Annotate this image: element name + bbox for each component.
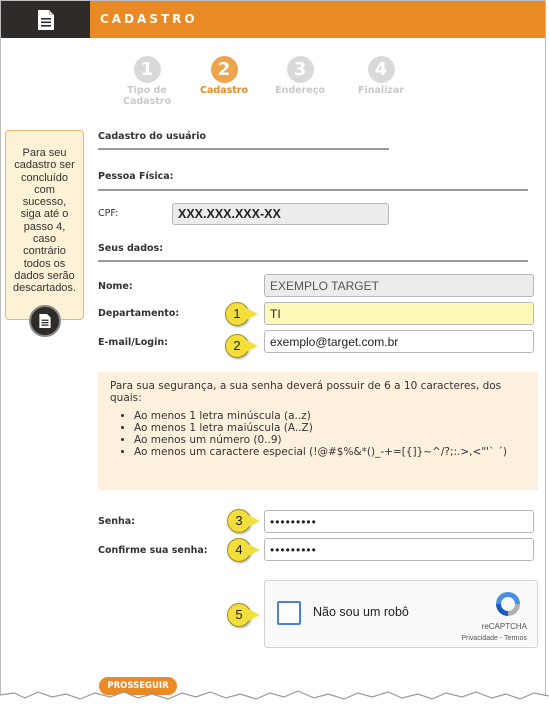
- recaptcha-brand: reCAPTCHA: [481, 622, 527, 631]
- sidebar-document-badge: [29, 305, 61, 337]
- callout-badge-1: 1: [225, 302, 249, 326]
- cpf-field: XXX.XXX.XXX-XX: [172, 203, 389, 225]
- divider: [98, 148, 389, 150]
- step-label: Cadastro: [199, 85, 248, 96]
- step-number: 2: [211, 56, 238, 83]
- recaptcha-logo-icon: [493, 589, 523, 619]
- confirm-password-label: Confirme sua senha:: [98, 545, 208, 556]
- callout-badge-4: 4: [227, 538, 251, 562]
- callout-badge-2: 2: [225, 334, 249, 358]
- requirement-item: • Ao menos 1 letra minúscula (a..z): [134, 410, 526, 422]
- progress-steps: [1, 56, 546, 116]
- recaptcha-label: Não sou um robô: [313, 605, 409, 619]
- name-field: EXEMPLO TARGET: [264, 274, 534, 297]
- section-title-your-data: Seus dados:: [98, 243, 164, 254]
- info-sidebar: [5, 130, 84, 320]
- torn-edge: [0, 685, 549, 725]
- password-label: Senha:: [98, 516, 136, 527]
- step-3: [255, 56, 345, 96]
- step-number: 3: [287, 56, 314, 83]
- password-field[interactable]: •••••••••: [264, 510, 534, 533]
- section-title-user: Cadastro do usuário: [98, 131, 207, 142]
- proceed-button[interactable]: PROSSEGUIR: [99, 677, 177, 695]
- requirement-item: • Ao menos 1 letra maiúscula (A..Z): [134, 422, 526, 434]
- document-icon: [36, 9, 56, 31]
- sidebar-text: Para seu cadastro ser concluído com sucesso, siga até o passo 4, caso contrário todos os dados serão descartados.: [13, 147, 76, 295]
- divider: [98, 189, 528, 191]
- email-field[interactable]: exemplo@target.com.br: [264, 330, 534, 353]
- callout-badge-3: 3: [227, 509, 251, 533]
- document-icon: [38, 313, 52, 329]
- step-number: 1: [134, 56, 161, 83]
- step-4: [336, 56, 426, 96]
- password-requirements: [98, 372, 538, 490]
- name-label: Nome:: [98, 281, 133, 292]
- email-label: E-mail/Login:: [98, 337, 168, 348]
- step-label: Tipo de Cadastro: [122, 85, 171, 107]
- confirm-password-field[interactable]: •••••••••: [264, 538, 534, 561]
- step-number: 4: [368, 56, 395, 83]
- section-title-person: Pessoa Física:: [98, 171, 174, 182]
- requirements-intro: Para sua segurança, a sua senha deverá possuir de 6 a 10 caracteres, dos quais:: [110, 380, 502, 404]
- department-field[interactable]: TI: [264, 302, 534, 325]
- logo: [1, 1, 90, 38]
- divider: [98, 260, 528, 262]
- cpf-label: CPF:: [98, 208, 119, 219]
- requirement-item: • Ao menos um caractere especial (!@#$%&*()_-+=[{]}~^/?;:.>,<"'` ´): [134, 446, 526, 458]
- recaptcha-checkbox[interactable]: [277, 601, 301, 625]
- requirement-item: • Ao menos um número (0..9): [134, 434, 526, 446]
- callout-badge-5: 5: [227, 603, 251, 627]
- recaptcha-widget: [264, 580, 538, 648]
- page-title: CADASTRO: [100, 12, 198, 26]
- recaptcha-links[interactable]: Privacidade - Termos: [461, 635, 527, 642]
- header-bar: [1, 1, 546, 38]
- step-label: Finalizar: [357, 85, 405, 96]
- step-label: Endereço: [275, 85, 325, 96]
- requirements-list: [134, 410, 526, 458]
- department-label: Departamento:: [98, 308, 180, 319]
